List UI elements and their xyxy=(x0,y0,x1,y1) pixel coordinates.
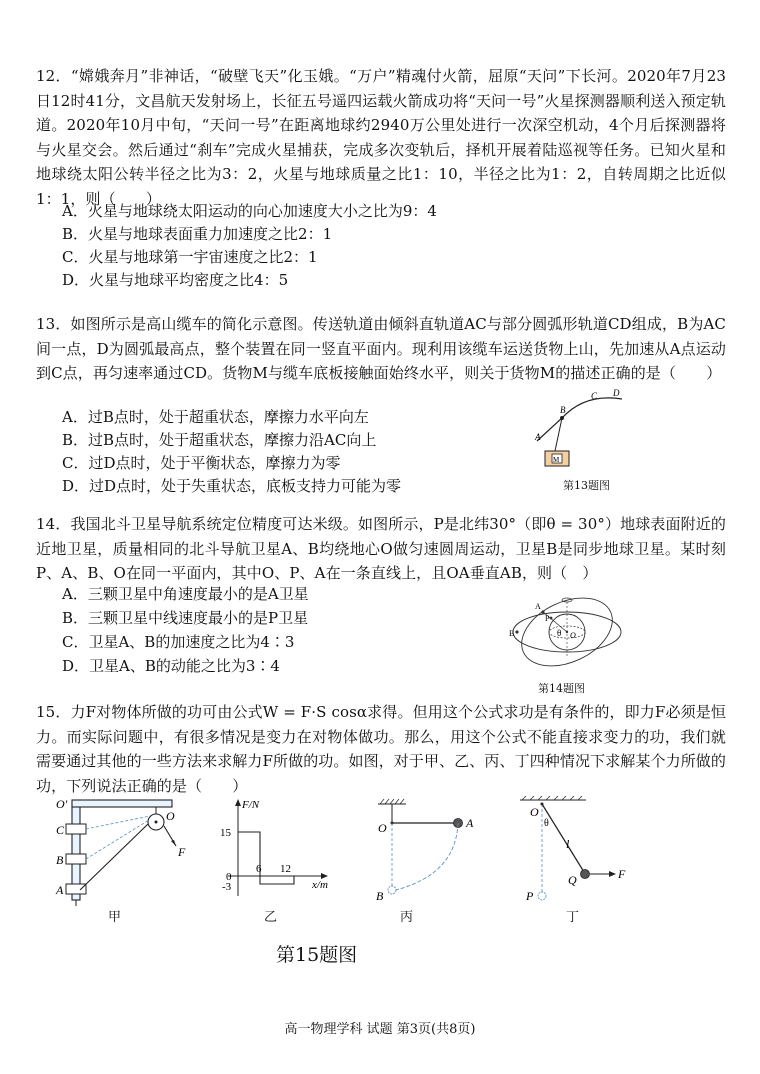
q13-option-c: C．过D点时，处于平衡状态，摩擦力为零 xyxy=(62,454,341,472)
q15-panel-yi-name: 乙 xyxy=(264,910,278,925)
q13-label-b: B xyxy=(560,405,566,415)
q13-cable-car-figure xyxy=(525,385,645,475)
q15-ding-label-o: O xyxy=(530,805,539,819)
q15-panel-bing xyxy=(370,796,490,908)
page-footer: 高一物理学科 试题 第3页(共8页) xyxy=(284,1022,476,1037)
q14-stem: 14．我国北斗卫星导航系统定位精度可达米级。如图所示，P是北纬30°（即θ = 30°）地球表面附近的近地卫星，质量相同的北斗导航卫星A、B均绕地心O做匀速圆周运动，卫星B是同步地球卫星。某时刻P、A、B、O在同一平面内，其中O、P、A在一条直线上，且OA垂直AB，则（ ） xyxy=(36,515,726,582)
q15-bing-label-o: O xyxy=(378,821,387,835)
q15-figure-caption: 第15题图 xyxy=(276,944,358,966)
q15-yi-tick-6: 6 xyxy=(256,863,262,875)
q15-panel-jia xyxy=(52,798,192,926)
q15-yi-tick-0: 0 xyxy=(226,871,232,883)
q14-option-a: A．三颗卫星中角速度最小的是A卫星 xyxy=(62,585,309,603)
q15-ding-label-l: l xyxy=(566,837,570,851)
q15-ding-label-p: P xyxy=(526,889,534,903)
q13-label-d: D xyxy=(613,388,620,398)
q15-jia-label-c: C xyxy=(56,823,65,837)
q15-panel-jia-name: 甲 xyxy=(108,910,122,925)
q14-satellite-figure xyxy=(505,588,625,670)
q13-label-m: M xyxy=(553,456,560,464)
q13-label-c: C xyxy=(591,391,598,401)
q15-yi-tick-15: 15 xyxy=(220,827,231,839)
q13-stem: 13．如图所示是高山缆车的简化示意图。传送轨道由倾斜直轨道AC与部分圆弧形轨道CD组成，B为AC间一点，D为圆弧最高点，整个装置在同一竖直平面内。现利用该缆车运送货物上山，先加速从A点运动到C点，再匀速率通过CD。货物M与缆车底板接触面始终水平，则关于货物M的描述正确的是（ ） xyxy=(36,315,726,382)
q15-yi-xlabel: x/m xyxy=(312,879,328,891)
q15-panel-yi xyxy=(212,796,352,908)
q13-label-a: A xyxy=(535,432,541,442)
q12-option-b: B．火星与地球表面重力加速度之比2：1 xyxy=(62,225,333,243)
q14-label-a: A xyxy=(535,602,541,611)
q12-stem: 12．“嫦娥奔月”非神话，“破壁飞天”化玉娥。“万户”精魂付火箭，屈原“天问”下长河。2020年7月23日12时41分，文昌航天发射场上，长征五号遥四运载火箭成功将“天问一号”火星探测器顺利送入预定轨道。2020年10月中旬，“天问一号”在距离地球约2940万公里处进行一次深空机动，4个月后探测器将与火星交会。然后通过“刹车”完成火星捕获，完成多次变轨后，择机开展着陆巡视等任务。已知火星和地球绕太阳公转半径之比为3：2，火星与地球质量之比1：10，半径之比为1：2，自转周期之比近似1：1，则（ ） xyxy=(36,67,726,208)
q14-label-b: B xyxy=(509,629,515,638)
q14-label-theta: θ xyxy=(557,628,562,638)
q15-bing-label-a: A xyxy=(466,816,474,830)
q12-option-c: C．火星与地球第一宇宙速度之比2：1 xyxy=(62,248,318,266)
q15-panel-bing-name: 丙 xyxy=(400,910,414,925)
q14-label-o: O xyxy=(570,631,576,640)
q15-ding-label-f: F xyxy=(618,867,626,881)
q15-jia-label-a: A xyxy=(56,883,64,897)
q15-jia-label-f: F xyxy=(178,845,186,859)
q15-panel-ding-name: 丁 xyxy=(566,910,580,925)
q15-jia-label-b: B xyxy=(56,853,64,867)
q15-yi-ylabel: F/N xyxy=(242,799,260,811)
q15-jia-label-o: O xyxy=(166,809,175,823)
q14-option-d: D．卫星A、B的动能之比为3∶4 xyxy=(62,657,280,675)
q14-option-c: C．卫星A、B的加速度之比为4∶3 xyxy=(62,633,295,651)
q12-option-d: D．火星与地球平均密度之比4：5 xyxy=(62,271,289,289)
q15-yi-tick-12: 12 xyxy=(280,863,291,875)
q15-panel-ding xyxy=(516,796,656,908)
q15-stem: 15．力F对物体所做的功可由公式W = F·S cosα求得。但用这个公式求功是有条件的，即力F必须是恒力。而实际问题中，有很多情况是变力在对物体做功。那么，用这个公式不能直接求变力的功，我们就需要通过其他的一些方法来求解力F所做的功。如图，对于甲、乙、丙、丁四种情况下求解某个力所做的功，下列说法正确的是（ ） xyxy=(36,703,727,795)
q15-ding-label-theta: θ xyxy=(544,818,549,829)
q14-figure-caption: 第14题图 xyxy=(538,682,585,695)
q13-option-d: D．过D点时，处于失重状态，底板支持力可能为零 xyxy=(62,477,402,495)
q13-figure-caption: 第13题图 xyxy=(563,479,610,492)
q15-ding-label-q: Q xyxy=(568,873,577,887)
q15-bing-label-b: B xyxy=(376,889,384,903)
q15-jia-label-o-prime: O′ xyxy=(56,798,68,811)
q13-option-a: A．过B点时，处于超重状态，摩擦力水平向左 xyxy=(62,408,369,426)
q12-option-a: A．火星与地球绕太阳运动的向心加速度大小之比为9：4 xyxy=(62,202,437,220)
q14-option-b: B．三颗卫星中线速度最小的是P卫星 xyxy=(62,609,309,627)
q13-option-b: B．过B点时，处于超重状态，摩擦力沿AC向上 xyxy=(62,431,377,449)
q15-yi-tick-neg3: -3 xyxy=(222,881,232,893)
q14-label-p: P xyxy=(545,614,550,623)
